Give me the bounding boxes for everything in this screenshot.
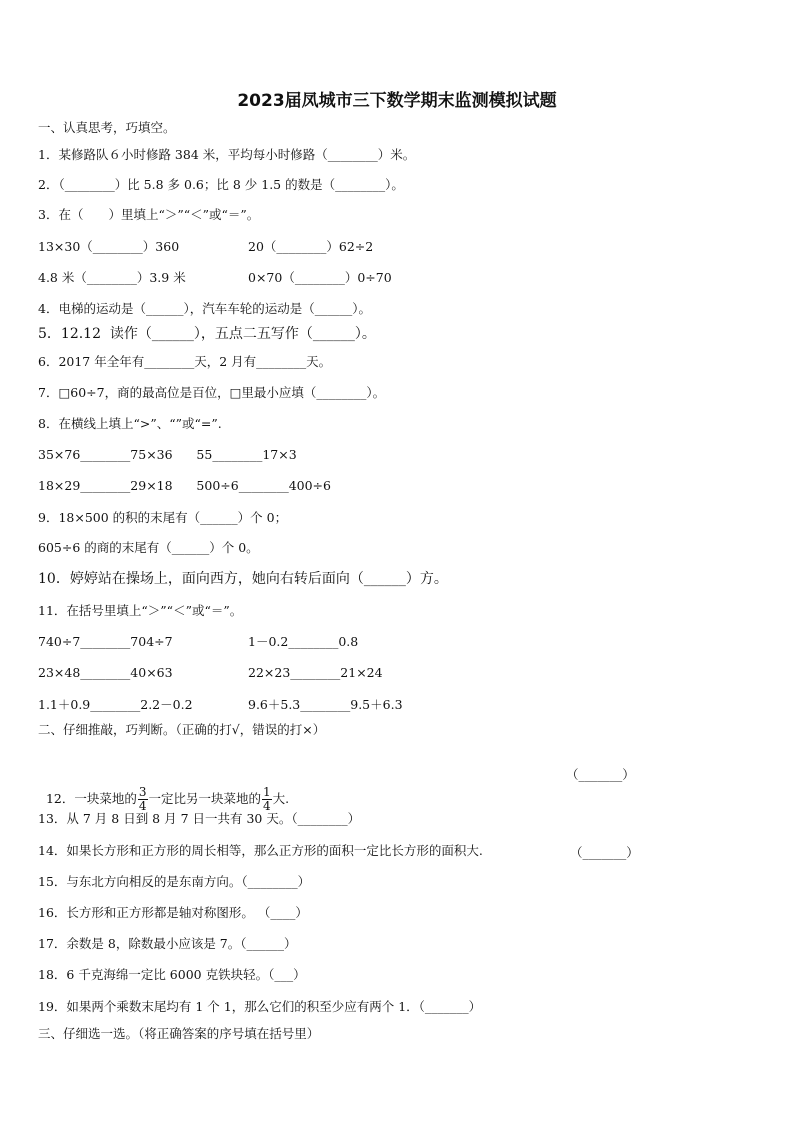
question-6: 6．2017 年全年有________天，2 月有________天。 bbox=[38, 354, 332, 369]
question-13: 13．从 7 月 8 日到 8 月 7 日一共有 30 天。（________） bbox=[38, 811, 361, 826]
question-2: 2．（________）比 5.8 多 0.6；比 8 少 1.5 的数是（________）。 bbox=[38, 177, 404, 192]
question-11a-left: 740÷7________704÷7 bbox=[38, 634, 173, 649]
question-9a: 9．18×500 的积的末尾有（______）个 0； bbox=[38, 510, 288, 525]
question-3: 3．在（ ）里填上“＞”“＜”或“＝”。 bbox=[38, 207, 260, 222]
section-3-heading: 三、仔细选一选。（将正确答案的序号填在括号里） bbox=[38, 1026, 320, 1041]
question-8b: 18×29________29×18 500÷6________400÷6 bbox=[38, 478, 331, 493]
question-11b-right: 22×23________21×24 bbox=[248, 665, 383, 680]
question-10: 10．婷婷站在操场上，面向西方，她向右转后面向（______）方。 bbox=[38, 571, 448, 587]
question-8: 8．在横线上填上“>”、“”或“=”. bbox=[38, 416, 222, 431]
fraction-denominator: 4 bbox=[138, 799, 147, 813]
question-18: 18．6 千克海绵一定比 6000 克铁块轻。（___） bbox=[38, 967, 306, 982]
question-3b-left: 4.8 米（________）3.9 米 bbox=[38, 270, 186, 285]
question-15: 15．与东北方向相反的是东南方向。（________） bbox=[38, 874, 311, 889]
question-14-answer-blank: （_______） bbox=[570, 845, 639, 860]
question-3b-right: 0×70（________）0÷70 bbox=[248, 270, 392, 285]
question-7: 7．□60÷7，商的最高位是百位，□里最小应填（________）。 bbox=[38, 385, 386, 400]
question-11c-left: 1.1＋0.9________2.2－0.2 bbox=[38, 697, 193, 712]
question-1: 1．某修路队６小时修路 384 米，平均每小时修路（________）米。 bbox=[38, 147, 416, 162]
question-3a-left: 13×30（________）360 bbox=[38, 239, 180, 254]
section-1-heading: 一、认真思考，巧填空。 bbox=[38, 120, 176, 135]
question-19: 19．如果两个乘数末尾均有 1 个 1，那么它们的积至少应有两个 1．（_______） bbox=[38, 999, 482, 1014]
question-12-suffix: 大. bbox=[272, 791, 290, 806]
question-12-prefix: 12．一块菜地的 bbox=[45, 791, 137, 806]
fraction-denominator: 4 bbox=[263, 799, 271, 813]
question-14: 14．如果长方形和正方形的周长相等，那么正方形的面积一定比长方形的面积大. bbox=[38, 843, 483, 858]
fraction-one-quarter bbox=[262, 786, 272, 813]
question-9b: 605÷6 的商的末尾有（______）个 0。 bbox=[38, 540, 259, 555]
question-12-answer-blank: （_______） bbox=[566, 767, 635, 782]
question-11b-left: 23×48________40×63 bbox=[38, 665, 173, 680]
fraction-numerator: 1 bbox=[263, 785, 271, 799]
page-title: 2023届凤城市三下数学期末监测模拟试题 bbox=[237, 91, 557, 111]
question-12-middle: 一定比另一块菜地的 bbox=[148, 791, 262, 806]
section-2-heading: 二、仔细推敲，巧判断。（正确的打√，错误的打×） bbox=[38, 722, 326, 737]
question-12 bbox=[38, 754, 289, 814]
question-11: 11．在括号里填上“＞”“＜”或“＝”。 bbox=[38, 603, 243, 618]
fraction-three-quarters bbox=[138, 786, 148, 813]
question-5: 5．12.12 读作（______），五点二五写作（______）。 bbox=[38, 326, 376, 342]
question-11a-right: 1－0.2________0.8 bbox=[248, 634, 359, 649]
fraction-numerator: 3 bbox=[138, 785, 147, 799]
question-11c-right: 9.6＋5.3________9.5＋6.3 bbox=[248, 697, 403, 712]
question-17: 17．余数是 8，除数最小应该是 7。（______） bbox=[38, 936, 297, 951]
question-3a-right: 20（________）62÷2 bbox=[248, 239, 374, 254]
question-4: 4．电梯的运动是（______），汽车车轮的运动是（______）。 bbox=[38, 301, 371, 316]
question-8a: 35×76________75×36 55________17×3 bbox=[38, 447, 297, 462]
question-16: 16．长方形和正方形都是轴对称图形。 （____） bbox=[38, 905, 308, 920]
